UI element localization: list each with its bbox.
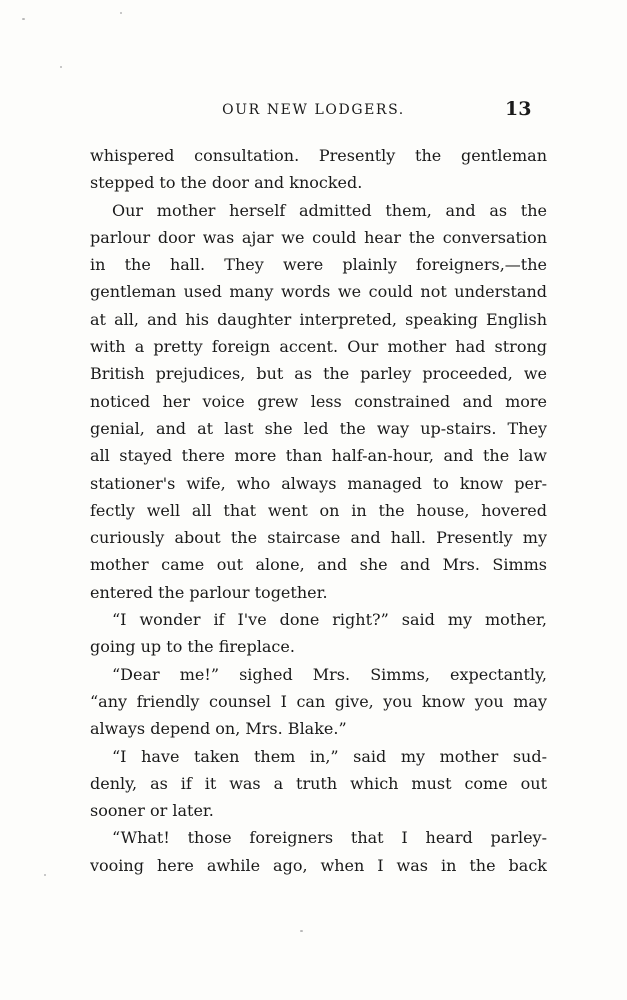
text-line: mother came out alone, and she and Mrs. Simms (90, 555, 547, 575)
text-line: genial, and at last she led the way up-stairs. They (90, 418, 547, 438)
text-line: sooner or later. (90, 801, 214, 821)
text-line: always depend on, Mrs. Blake.” (90, 719, 347, 739)
running-head (0, 98, 627, 124)
text-line: all stayed there more than half-an-hour, and the law (90, 446, 547, 466)
running-title: OUR NEW LODGERS. (222, 102, 405, 118)
text-line: Our mother herself admitted them, and as the (112, 200, 547, 220)
text-line: “I have taken them in,” said my mother sud- (112, 746, 547, 766)
text-line: vooing here awhile ago, when I was in the back (90, 855, 547, 875)
text-line: noticed her voice grew less constrained and more (90, 391, 547, 411)
text-line: “any friendly counsel I can give, you know you may (90, 691, 547, 711)
text-line: curiously about the staircase and hall. Presently my (90, 528, 547, 548)
text-line: denly, as if it was a truth which must come out (90, 773, 547, 793)
text-line: fectly well all that went on in the house, hovered (90, 500, 547, 520)
text-line: at all, and his daughter interpreted, speaking English (90, 309, 547, 329)
text-line: British prejudices, but as the parley proceeded, we (90, 364, 547, 384)
text-line: whispered consultation. Presently the gentleman (90, 146, 547, 165)
text-line: with a pretty foreign accent. Our mother had strong (90, 337, 547, 357)
text-line: going up to the fireplace. (90, 637, 295, 657)
text-line: in the hall. They were plainly foreigners,—the (90, 255, 547, 275)
body-text (90, 142, 547, 879)
text-line: stepped to the door and knocked. (90, 173, 363, 193)
text-line: stationer's wife, who always managed to know per- (90, 473, 547, 493)
text-line: entered the parlour together. (90, 582, 328, 602)
text-line: “Dear me!” sighed Mrs. Simms, expectantly, (112, 664, 547, 684)
text-line: “I wonder if I've done right?” said my mother, (112, 610, 547, 630)
text-line: “What! those foreigners that I heard parley- (112, 828, 547, 848)
text-line: parlour door was ajar we could hear the conversation (90, 227, 547, 247)
text-line: gentleman used many words we could not understand (90, 282, 547, 302)
page-number: 13 (505, 98, 532, 120)
